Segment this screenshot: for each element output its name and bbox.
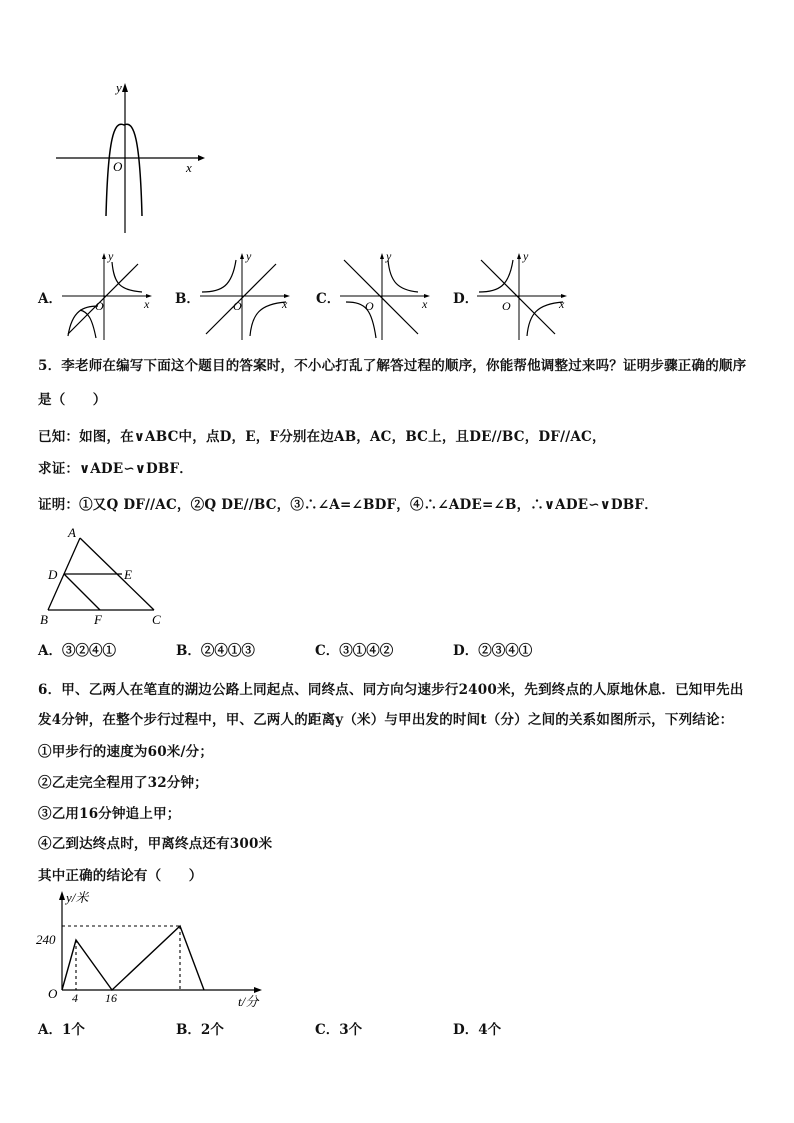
q5-stem-line2: 是（ ） (38, 392, 107, 408)
q6-stem-line1: 6．甲、乙两人在笔直的湖边公路上同起点、同终点、同方向匀速步行2400米，先到终点的人原地休息．已知甲先出 (38, 682, 744, 698)
y-axis-label: y/米 (66, 890, 89, 905)
q4-main-graph (50, 78, 210, 238)
option-d-letter: D． (453, 291, 479, 307)
vertex-a-label: A (68, 525, 76, 540)
choice-text: ③②④① (61, 643, 116, 659)
origin-label: O (48, 986, 58, 1001)
vertex-e-label: E (124, 567, 132, 582)
x-axis-label: x (144, 297, 150, 311)
option-b-graph[interactable] (198, 250, 294, 342)
y-axis-label: y (386, 249, 392, 263)
option-a-graph[interactable] (60, 250, 156, 342)
q6-conclusion-3: ③乙用16分钟追上甲； (38, 806, 181, 822)
origin-label: O (365, 299, 374, 313)
choice-letter: D． (453, 1022, 479, 1038)
y-axis-label: y (116, 80, 122, 95)
x-tick-4: 4 (72, 991, 78, 1005)
q5-choice-d[interactable] (453, 639, 532, 659)
choice-letter: B． (176, 1022, 201, 1038)
option-b-letter: B． (175, 291, 200, 307)
q6-conclusion-4: ④乙到达终点时，甲离终点还有300米 (38, 836, 273, 852)
q5-choice-c[interactable] (315, 639, 393, 659)
q5-prove: 求证：∨ADE∽∨DBF． (38, 461, 194, 477)
q5-proof: 证明：①又Q DF//AC，②Q DE//BC，③∴∠A=∠BDF，④∴∠ADE=∠B，∴∨ADE∽∨DBF． (38, 497, 658, 513)
q5-choice-a[interactable] (38, 639, 116, 659)
option-d-graph[interactable] (475, 250, 571, 342)
y-axis-label: y (246, 249, 252, 263)
q6-choice-d[interactable] (453, 1018, 501, 1038)
vertex-f-label: F (94, 612, 102, 627)
q6-stem-line2: 发4分钟，在整个步行过程中，甲、乙两人的距离y（米）与甲出发的时间t（分）之间的关系如图所示，下列结论： (38, 712, 734, 728)
origin-label: O (502, 299, 511, 313)
option-c-letter: C． (316, 291, 341, 307)
x-axis-label: x (282, 297, 288, 311)
origin-label: O (233, 299, 242, 313)
choice-letter: A． (38, 643, 62, 659)
choice-text: ②③④① (478, 643, 533, 659)
q6-conclusion-1: ①甲步行的速度为60米/分； (38, 744, 214, 760)
choice-letter: B． (176, 643, 201, 659)
q6-ask: 其中正确的结论有（ ） (38, 868, 203, 884)
y-axis-label: y (108, 249, 114, 263)
vertex-b-label: B (40, 612, 48, 627)
x-tick-16: 16 (105, 991, 117, 1005)
q5-choice-b[interactable] (176, 639, 255, 659)
vertex-c-label: C (152, 612, 161, 627)
origin-label: O (95, 299, 104, 313)
x-axis-label: x (186, 160, 192, 175)
choice-text: 1个 (61, 1022, 85, 1038)
q6-choice-a[interactable] (38, 1018, 85, 1038)
q5-triangle-figure (36, 524, 172, 628)
x-axis-label: x (559, 297, 565, 311)
option-c-graph[interactable] (338, 250, 434, 342)
x-axis-label: t/分 (238, 994, 259, 1009)
q6-distance-time-graph (32, 886, 272, 1010)
choice-text: ③①④② (339, 643, 394, 659)
q6-conclusion-2: ②乙走完全程用了32分钟； (38, 775, 208, 791)
vertex-d-label: D (48, 567, 58, 582)
q6-choice-c[interactable] (315, 1018, 362, 1038)
x-axis-label: x (422, 297, 428, 311)
q5-stem-line1: 5．李老师在编写下面这个题目的答案时，不小心打乱了解答过程的顺序，你能帮他调整过来吗？证明步骤正确的顺序 (38, 358, 747, 374)
choice-letter: D． (453, 643, 479, 659)
choice-text: 4个 (478, 1022, 502, 1038)
choice-letter: A． (38, 1022, 62, 1038)
y-axis-label: y (523, 249, 529, 263)
choice-text: 2个 (200, 1022, 224, 1038)
q6-choice-b[interactable] (176, 1018, 224, 1038)
q5-given: 已知：如图，在∨ABC中，点D，E，F分别在边AB，AC，BC上，且DE//BC，DF//AC， (38, 429, 606, 445)
choice-text: ②④①③ (200, 643, 255, 659)
y-tick-240: 240 (36, 932, 56, 947)
choice-letter: C． (315, 643, 340, 659)
choice-text: 3个 (339, 1022, 363, 1038)
choice-letter: C． (315, 1022, 340, 1038)
origin-label: O (113, 159, 123, 174)
option-a-letter: A． (38, 291, 62, 307)
